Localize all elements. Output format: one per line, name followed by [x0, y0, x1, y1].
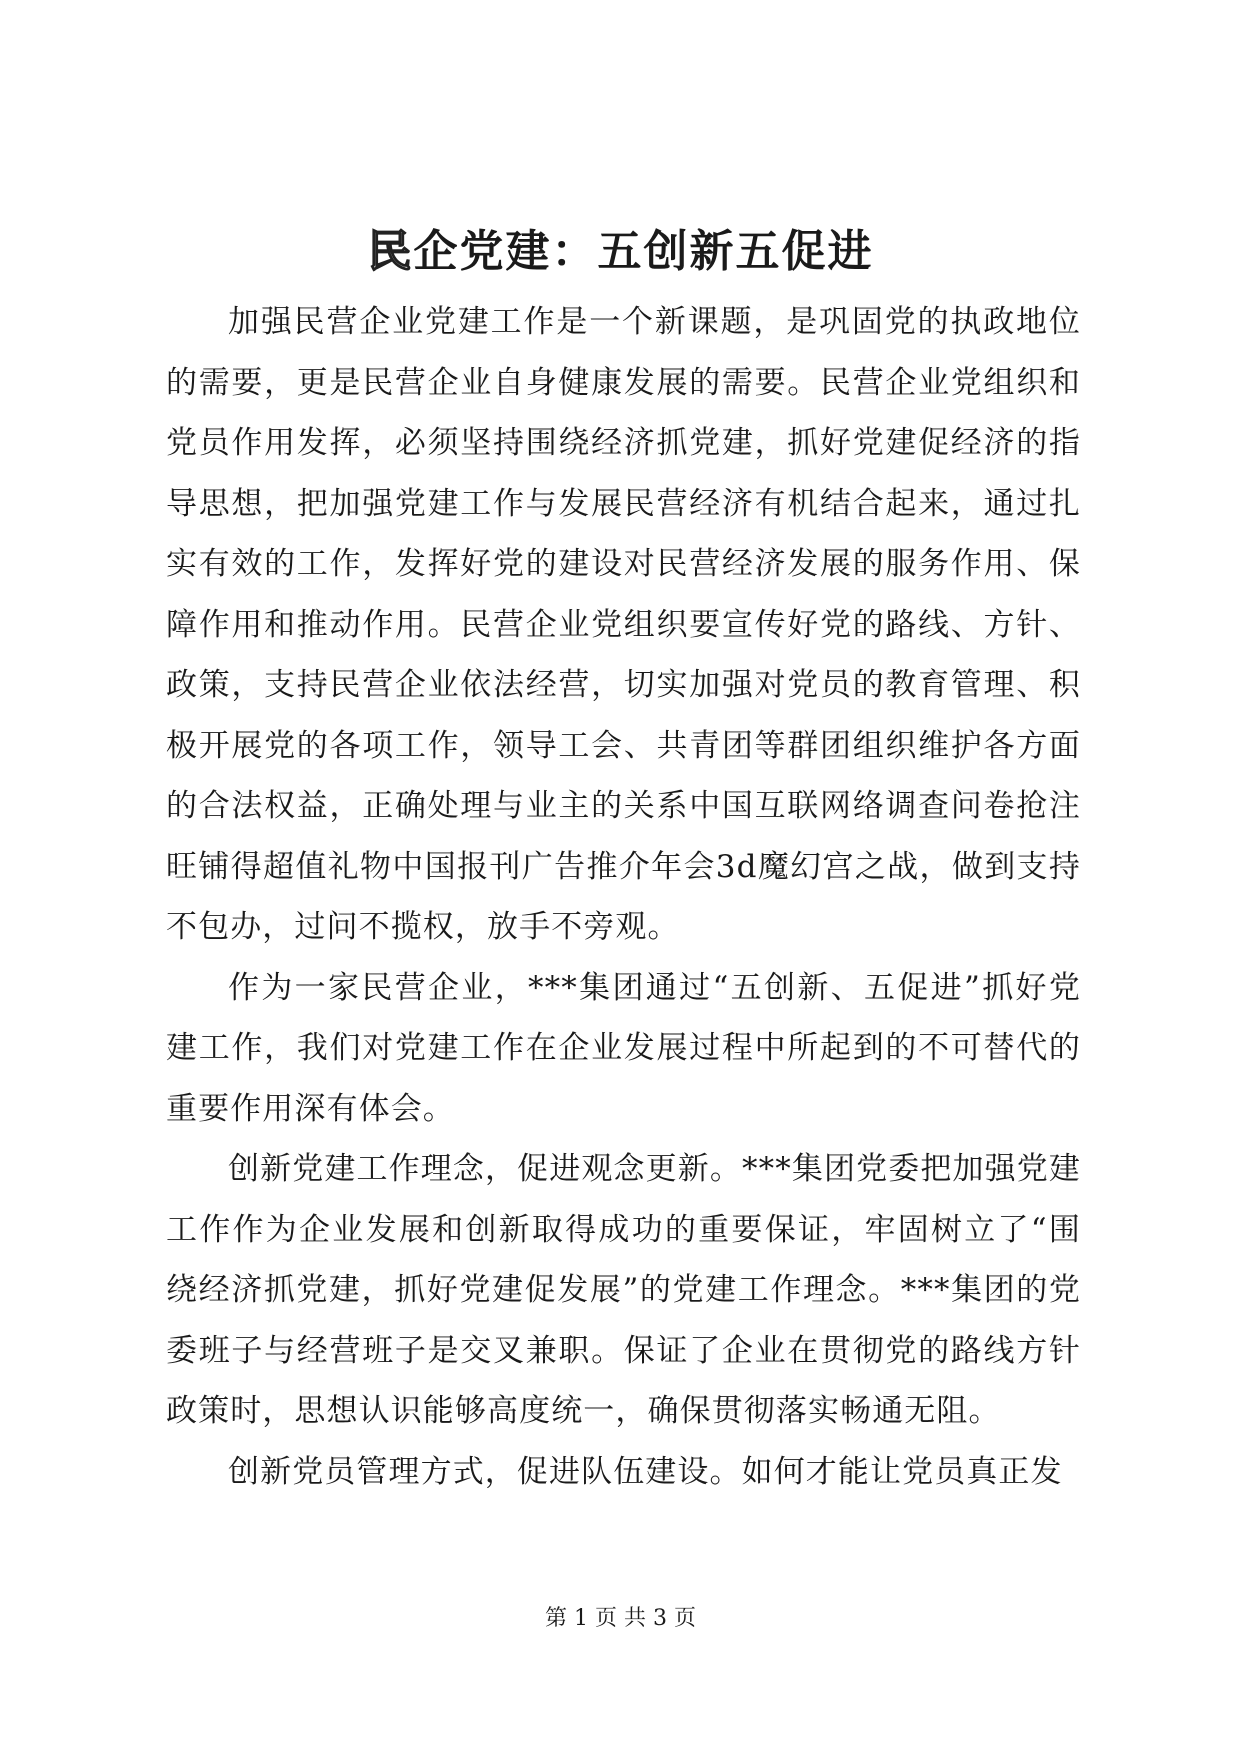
paragraph: 作为一家民营企业，***集团通过“五创新、五促进”抓好党建工作，我们对党建工作在企业发展过程中所起到的不可替代的重要作用深有体会。 [166, 969, 1081, 1127]
document-title [0, 222, 1241, 282]
title-first-char: 民 [367, 226, 414, 277]
paragraph: 加强民营企业党建工作是一个新课题，是巩固党的执政地位的需要，更是民营企业自身健康发展的需要。民营企业党组织和党员作用发挥，必须坚持围绕经济抓党建，抓好党建促经济的指导思想，把加强党建工作与发展民营经济有机结合起来，通过扎实有效的工作，发挥好党的建设对民营经济发展的服务作用、保障作用和推动作用。民营企业党组织要宣传好党的路线、方针、政策，支持民营企业依法经营，切实加强对党员的教育管理、积极开展党的各项工作，领导工会、共青团等群团组织维护各方面的合法权益，正确处理与业主的关系中国互联网络调查问卷抢注旺铺得超值礼物中国报刊广告推介年会3d魔幻宫之战，做到支持不包办，过问不揽权，放手不旁观。 [166, 304, 1081, 945]
page-number: 第 1 页 共 3 页 [545, 1606, 696, 1631]
document-body [166, 292, 1081, 1502]
page-footer [0, 1604, 1241, 1634]
paragraph: 创新党建工作理念，促进观念更新。***集团党委把加强党建工作作为企业发展和创新取得成功的重要保证，牢固树立了“围绕经济抓党建，抓好党建促发展”的党建工作理念。***集团的党委班子与经营班子是交叉兼职。保证了企业在贯彻党的路线方针政策时，思想认识能够高度统一，确保贯彻落实畅通无阻。 [166, 1151, 1081, 1429]
title-text: 企党建：五创新五促进 [413, 226, 874, 277]
paragraph: 创新党员管理方式，促进队伍建设。如何才能让党员真正发 [228, 1453, 1063, 1490]
